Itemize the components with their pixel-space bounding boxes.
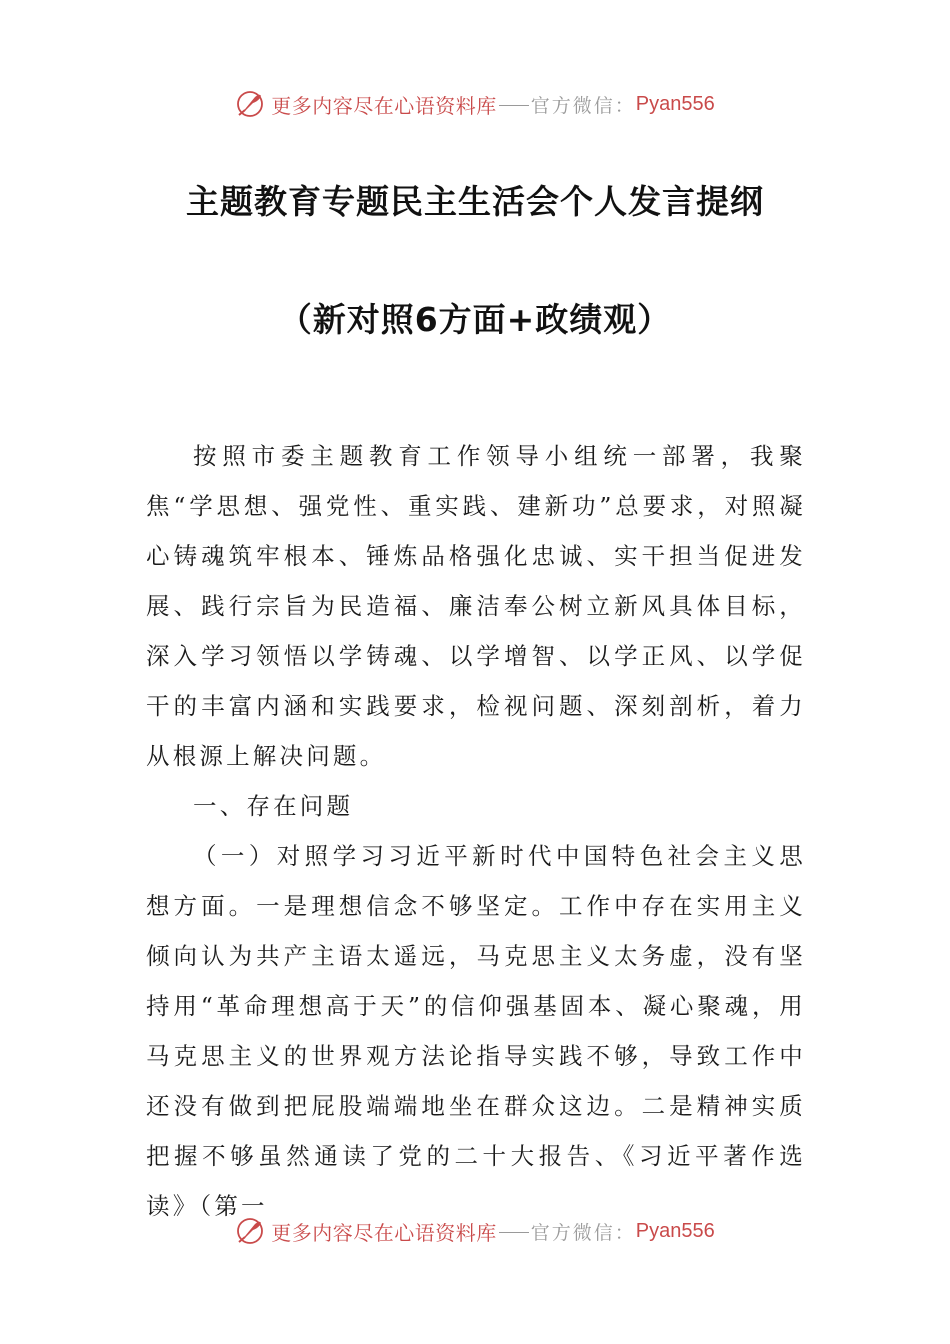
banner-wechat-id: Pyan556: [635, 1219, 715, 1242]
intro-paragraph: 按照市委主题教育工作领导小组统一部署，我聚焦“学思想、强党性、重实践、建新功”总要求，对照凝心铸魂筑牢根本、锤炼品格强化忠诚、实干担当促进发展、践行宗旨为民造福、廉洁奉公树立新风具体目标，深入学习领悟以学铸魂、以学增智、以学正风、以学促干的丰富内涵和实践要求，检视问题、深刻剖析，着力从根源上解决问题。: [146, 442, 806, 770]
section-heading: 一、存在问题: [193, 792, 354, 820]
footer-banner: [0, 1211, 950, 1251]
document-title: 主题教育专题民主生活会个人发言提纲: [186, 182, 764, 221]
header-banner: [0, 84, 950, 124]
banner-dash: [499, 105, 529, 106]
quill-pen-logo-icon: [235, 89, 265, 119]
section-paragraph: （一）对照学习习近平新时代中国特色社会主义思想方面。一是理想信念不够坚定。工作中存在实用主义倾向认为共产主语太遥远，马克思主义太务虚，没有坚持用“革命理想高于天”的信仰强基固本、凝心聚魂，用马克思主义的世界观方法论指导实践不够，导致工作中还没有做到把屁股端端地坐在群众这边。二是精神实质把握不够虽然通读了党的二十大报告、《习近平著作选读》（第一: [146, 842, 806, 1220]
document-body: [146, 431, 806, 1231]
banner-site-text: 更多内容尽在心语资料库: [271, 93, 497, 118]
banner-wechat-label: 官方微信：: [530, 1221, 636, 1244]
document-subtitle: （新对照6方面+政绩观）: [278, 300, 672, 339]
banner-wechat-label: 官方微信：: [530, 94, 636, 117]
quill-pen-logo-icon: [235, 1216, 265, 1246]
banner-dash: [499, 1232, 529, 1233]
banner-site-text: 更多内容尽在心语资料库: [271, 1220, 497, 1245]
banner-wechat-id: Pyan556: [635, 92, 715, 115]
